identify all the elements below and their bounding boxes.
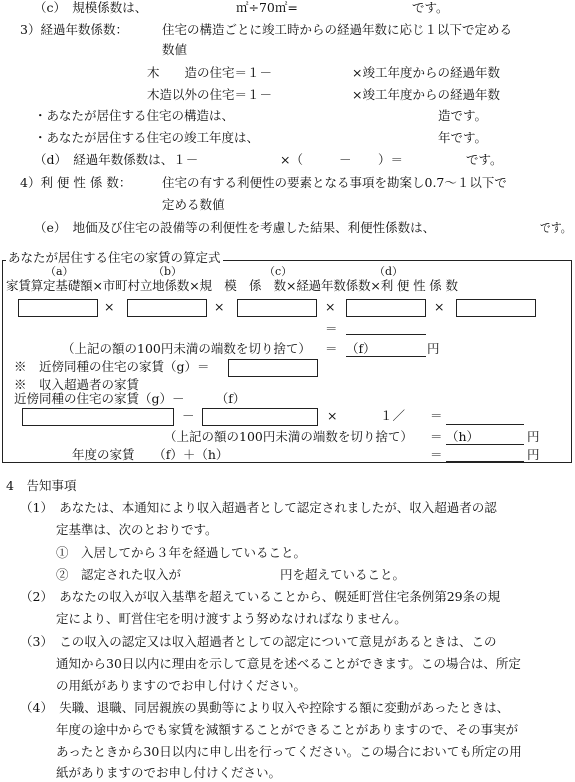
age-coefficient-cont: 数値 bbox=[162, 42, 188, 57]
neighbor-rent-box[interactable] bbox=[228, 359, 318, 377]
notice-item-1-line-1: （1） あなたは、本通知により収入超過者として認定されましたが、収入超過者の認 bbox=[20, 500, 497, 515]
criteria-1: ① 入居してから３年を経過していること。 bbox=[56, 545, 307, 560]
yen-unit: 円 bbox=[527, 447, 540, 462]
fraction-label: １／ bbox=[380, 408, 406, 423]
letter-a: （a） bbox=[45, 265, 74, 278]
scale-coefficient-label: （c） 規模係数は、 bbox=[34, 0, 148, 15]
f-label: （f） bbox=[346, 341, 376, 356]
convenience-coefficient-cont: 定める数値 bbox=[162, 197, 225, 212]
completion-year-end: 年です。 bbox=[438, 130, 488, 145]
convenience-coefficient-text: 住宅の有する利便性の要素となる事項を勘案し0.7～１以下で bbox=[162, 175, 507, 190]
neighbor-rent-g-box[interactable] bbox=[22, 408, 174, 426]
scale-coefficient-formula: ㎡÷70㎡= bbox=[236, 0, 298, 15]
structure-bullet: ・あなたが居住する住宅の構造は、 bbox=[34, 108, 235, 123]
equals-sign: ＝ bbox=[430, 429, 443, 444]
age-formula-end: です。 bbox=[466, 152, 503, 167]
excess-rent-label: ※ 収入超過者の家賃 bbox=[14, 377, 140, 392]
equals-sign: ＝ bbox=[325, 341, 338, 356]
nonwood-formula-right: ×竣工年度からの経過年数 bbox=[352, 87, 500, 102]
yen-unit: 円 bbox=[427, 341, 440, 356]
convenience-coefficient-box[interactable] bbox=[456, 299, 536, 317]
location-coefficient-box[interactable] bbox=[127, 299, 207, 317]
scale-coefficient-box[interactable] bbox=[237, 299, 317, 317]
minus-sign: － bbox=[182, 408, 195, 423]
notice-item-3-line-2: 通知から30日以内に理由を示して意見を述べることができます。この場合は、所定 bbox=[56, 656, 521, 671]
h-amount-blank[interactable] bbox=[446, 444, 524, 445]
rounding-note: （上記の額の100円未満の端数を切り捨て） bbox=[62, 341, 311, 356]
notice-item-4-line-2: 年度の途中からでも家賃を減額することができることがありますので、その事実が bbox=[56, 722, 519, 737]
notice-item-2-line-2: 定により、町営住宅を明け渡すよう努めなければなりません。 bbox=[56, 611, 407, 626]
notice-item-4-line-4: 紙がありますのでお申し付けください。 bbox=[56, 765, 282, 780]
age-coefficient-result-label: （d） 経過年数係数は、１－ bbox=[34, 152, 199, 167]
notice-item-4-line-3: あったときから30日以内に申し出を行ってください。この場合においても所定の用 bbox=[56, 744, 522, 759]
age-coefficient-text: 住宅の構造ごとに竣工時からの経過年数に応じ１以下で定める bbox=[162, 22, 513, 37]
age-formula-open: ×（ bbox=[280, 152, 303, 167]
equals-sign: ＝ bbox=[430, 447, 443, 462]
annual-rent-blank[interactable] bbox=[446, 461, 524, 462]
times-sign: × bbox=[214, 299, 225, 314]
rent-calculation-title: あなたが居住する住宅の家賃の算定式 bbox=[8, 250, 221, 265]
rounding-note: （上記の額の100円未満の端数を切り捨て） bbox=[164, 429, 413, 444]
notice-item-3-line-1: （3） この収入の認定又は収入超過者としての認定について意見があるときは、この bbox=[20, 634, 497, 649]
age-formula-close: ）＝ bbox=[378, 152, 404, 167]
criteria-2-end: 円を超えていること。 bbox=[280, 567, 406, 582]
notice-item-3-line-3: の用紙がありますのでお申し付けください。 bbox=[56, 678, 307, 693]
convenience-coefficient-label: 4）利 便 性 係 数： bbox=[20, 175, 132, 190]
nonwood-formula-left: 木造以外の住宅＝１－ bbox=[147, 87, 273, 102]
times-sign: × bbox=[104, 299, 115, 314]
times-sign: × bbox=[327, 408, 338, 423]
rent-f-box[interactable] bbox=[202, 408, 318, 426]
excess-product-blank[interactable] bbox=[446, 424, 524, 425]
equals-sign: ＝ bbox=[430, 408, 443, 423]
convenience-result-end: です。 bbox=[540, 220, 572, 235]
yen-unit: 円 bbox=[527, 429, 540, 444]
times-sign: × bbox=[434, 299, 445, 314]
f-amount-blank[interactable] bbox=[346, 356, 426, 357]
rent-formula-header: 家賃算定基礎額×市町村立地係数×規 模 係 数×経過年数係数×利 便 性 係 数 bbox=[6, 278, 458, 293]
letter-b: （b） bbox=[153, 265, 183, 278]
excess-rent-formula: 近傍同種の住宅の家賃（g）－ （f） bbox=[14, 391, 246, 406]
letter-d: （d） bbox=[374, 265, 404, 278]
criteria-2: ② 認定された収入が bbox=[56, 567, 182, 582]
convenience-result-label: （e） 地価及び住宅の設備等の利便性を考慮した結果、利便性係数は、 bbox=[34, 220, 436, 235]
h-label: （h） bbox=[446, 429, 480, 444]
notice-item-4-line-1: （4） 失職、退職、同居親族の異動等により収入や控除する額に変動があったときは、 bbox=[20, 700, 510, 715]
structure-end: 造です。 bbox=[438, 108, 488, 123]
wood-formula-right: ×竣工年度からの経過年数 bbox=[352, 65, 500, 80]
notice-item-1-line-2: 定基準は、次のとおりです。 bbox=[56, 522, 218, 537]
notice-item-2-line-1: （2） あなたの収入が収入基準を超えていることから、幌延町営住宅条例第29条の規 bbox=[20, 589, 501, 604]
completion-year-bullet: ・あなたが居住する住宅の竣工年度は、 bbox=[34, 130, 260, 145]
equals-sign: ＝ bbox=[325, 321, 338, 336]
annual-rent-label: 年度の家賃 （f）＋（h） bbox=[72, 447, 229, 462]
age-coefficient-label: 3）経過年数係数： bbox=[20, 22, 128, 37]
letter-c: （c） bbox=[264, 265, 293, 278]
neighbor-rent-label: ※ 近傍同種の住宅の家賃（g）＝ bbox=[14, 359, 210, 374]
wood-formula-left: 木 造の住宅＝１－ bbox=[147, 65, 273, 80]
base-amount-box[interactable] bbox=[18, 299, 98, 317]
notice-heading: 4 告知事項 bbox=[6, 478, 77, 493]
product-blank[interactable] bbox=[346, 334, 426, 335]
times-sign: × bbox=[325, 299, 336, 314]
age-coefficient-box[interactable] bbox=[346, 299, 426, 317]
age-formula-minus: － bbox=[339, 152, 352, 167]
scale-coefficient-end: です。 bbox=[412, 0, 449, 15]
